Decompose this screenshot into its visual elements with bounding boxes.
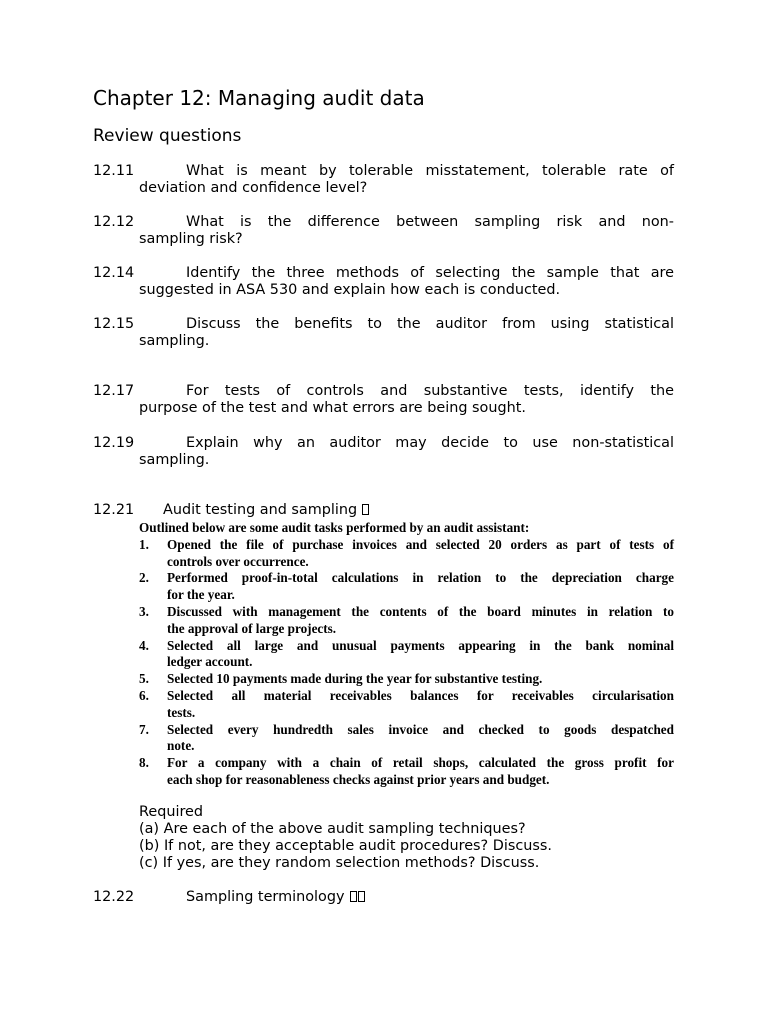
question-12-22 (93, 889, 674, 906)
section-title: Review questions (93, 126, 242, 146)
question-number: 12.17 (93, 383, 135, 399)
task-text: Performed proof-in-total calculations in relation to the depreciation charge (167, 570, 674, 586)
task-text: For a company with a chain of retail shops, calculated the gross profit for (167, 755, 674, 771)
question-text-continued: sampling risk? (139, 231, 243, 247)
task-text: Selected every hundredth sales invoice and checked to goods despatched (167, 721, 674, 737)
question-text: For tests of controls and substantive tests, identify the (186, 383, 674, 399)
task-item (139, 755, 674, 789)
task-item (139, 570, 674, 604)
task-item (139, 537, 674, 571)
question-title: Sampling terminology (186, 889, 345, 905)
task-item (139, 671, 674, 688)
question-text: Discuss the benefits to the auditor from using statistical (186, 316, 674, 332)
question-number: 12.19 (93, 435, 135, 451)
task-text: Selected all large and unusual payments appearing in the bank nominal (167, 637, 674, 653)
difficulty-icon (358, 891, 365, 902)
required-item-b: (b) If not, are they acceptable audit procedures? Discuss. (139, 838, 552, 854)
question-number: 12.15 (93, 316, 135, 332)
task-number: 7. (139, 721, 149, 737)
task-item (139, 722, 674, 756)
question-text-continued: sampling. (139, 452, 210, 468)
task-item (139, 688, 674, 722)
task-number: 5. (139, 671, 149, 687)
question-number: 12.11 (93, 163, 135, 179)
task-number: 3. (139, 603, 149, 619)
question-text: Identify the three methods of selecting the sample that are (186, 265, 674, 281)
question-12-17 (93, 383, 674, 417)
task-text-continued: tests. (167, 704, 196, 720)
question-12-19 (93, 435, 674, 469)
task-text-continued: ledger account. (167, 654, 253, 670)
question-text-continued: suggested in ASA 530 and explain how each is conducted. (139, 282, 561, 298)
question-12-15 (93, 316, 674, 350)
task-text-continued: for the year. (167, 587, 235, 603)
question-text: What is the difference between sampling risk and non- (186, 214, 674, 230)
task-number: 8. (139, 755, 149, 771)
task-text: Opened the file of purchase invoices and selected 20 orders as part of tests of (167, 536, 674, 552)
required-item-a: (a) Are each of the above audit sampling techniques? (139, 821, 526, 837)
task-item (139, 638, 674, 672)
question-number: 12.14 (93, 265, 135, 281)
case-intro: Outlined below are some audit tasks performed by an audit assistant: (139, 520, 530, 535)
question-12-12 (93, 214, 674, 248)
question-12-21 (93, 502, 674, 519)
question-text-continued: sampling. (139, 333, 210, 349)
case-study (139, 520, 674, 789)
task-number: 6. (139, 687, 149, 703)
task-number: 2. (139, 570, 149, 586)
question-number: 12.12 (93, 214, 135, 230)
task-text-continued: controls over occurrence. (167, 553, 309, 569)
question-title: Audit testing and sampling (163, 502, 358, 518)
chapter-title: Chapter 12: Managing audit data (93, 86, 425, 110)
task-text: Discussed with management the contents of the board minutes in relation to (167, 603, 674, 619)
question-text: Explain why an auditor may decide to use non-statistical (186, 435, 674, 451)
question-12-11 (93, 163, 674, 197)
task-text-continued: each shop for reasonableness checks against prior years and budget. (167, 771, 550, 787)
question-12-14 (93, 265, 674, 299)
question-text-continued: deviation and confidence level? (139, 180, 368, 196)
question-number: 12.22 (93, 889, 135, 905)
task-number: 1. (139, 536, 149, 552)
task-item (139, 604, 674, 638)
required-label: Required (139, 804, 204, 820)
task-text: Selected all material receivables balances for receivables circularisation (167, 687, 674, 703)
question-text-continued: purpose of the test and what errors are being sought. (139, 400, 526, 416)
task-number: 4. (139, 637, 149, 653)
question-text: What is meant by tolerable misstatement, tolerable rate of (186, 163, 674, 179)
required-section (139, 804, 552, 872)
task-text-continued: the approval of large projects. (167, 620, 337, 636)
required-item-c: (c) If yes, are they random selection methods? Discuss. (139, 855, 540, 871)
difficulty-icon (350, 891, 357, 902)
question-number: 12.21 (93, 502, 135, 518)
task-text-continued: note. (167, 738, 195, 754)
task-text: Selected 10 payments made during the year for substantive testing. (167, 671, 543, 687)
difficulty-icon (362, 504, 369, 515)
